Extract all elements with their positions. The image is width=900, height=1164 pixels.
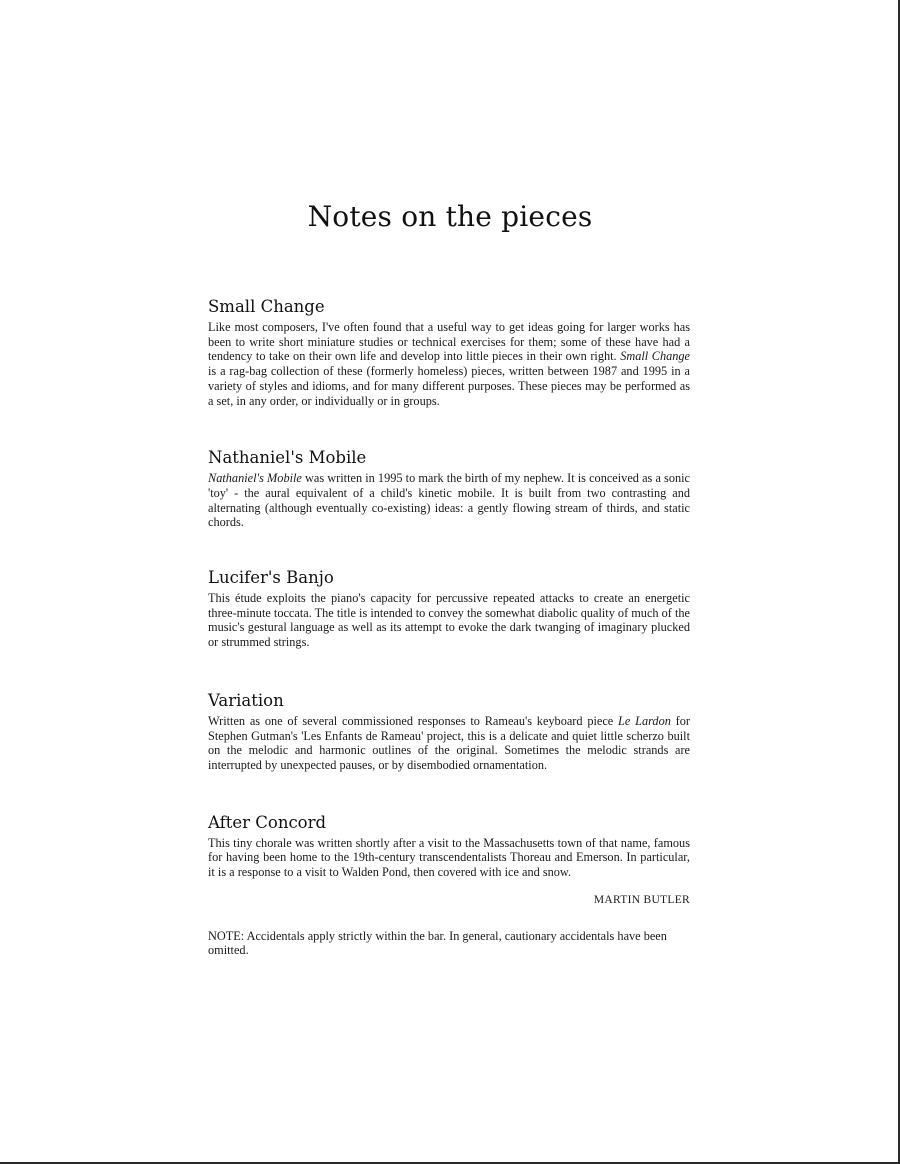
page-title: Notes on the pieces bbox=[307, 200, 593, 233]
body-text: for Stephen Gutman's 'Les Enfants de Rameau' project, this is a delicate and quiet little scherzo built on the melodic and harmonic outlines of the original. Sometimes the melodic strands are interrupted by unexpected pauses, or by disembodied ornamentation. bbox=[208, 713, 690, 772]
italic-title: Nathaniel's Mobile bbox=[208, 471, 302, 486]
italic-title: Le Lardon bbox=[618, 713, 671, 728]
body-text: was written in 1995 to mark the birth of my nephew. It is conceived as a sonic 'toy' - the aural equivalent of a child's kinetic mobile. It is built from two contrasting and alternating (although eventually co-existing) ideas: a gently flowing stream of thirds, and static chords. bbox=[208, 471, 690, 530]
section-heading: Small Change bbox=[208, 297, 325, 316]
section-body bbox=[208, 714, 690, 773]
body-text: Written as one of several commissioned responses to Rameau's keyboard piece bbox=[208, 713, 619, 728]
section-heading: Nathaniel's Mobile bbox=[208, 448, 367, 468]
section-heading: Lucifer's Banjo bbox=[208, 568, 334, 588]
body-text: This tiny chorale was written shortly after a visit to the Massachusetts town of that name, famous for having been home to the 19th-century transcendentalists Thoreau and Emerson. In particular, it is a response to a visit to Walden Pond, then covered with ice and snow. bbox=[208, 835, 690, 880]
notes-content bbox=[208, 296, 690, 958]
section-nathaniels-mobile bbox=[208, 447, 690, 530]
section-body bbox=[208, 836, 690, 880]
author-signature: MARTIN BUTLER bbox=[593, 893, 690, 906]
section-variation bbox=[208, 690, 690, 773]
section-heading: After Concord bbox=[208, 812, 327, 832]
body-text: is a rag-bag collection of these (formerly homeless) pieces, written between 1987 and 1995 in a variety of styles and idioms, and for many different purposes. These pieces may be performed as a set, in any order, or individually or in groups. bbox=[208, 364, 690, 408]
accidentals-note: NOTE: Accidentals apply strictly within the bar. In general, cautionary accidentals have been omitted. bbox=[208, 928, 667, 958]
section-body bbox=[208, 471, 690, 530]
section-heading: Variation bbox=[208, 690, 284, 710]
body-text: Like most composers, I've often found that a useful way to get ideas going for larger works has been to write short miniature studies or technical exercises for them; some of these have had a tendency to take on their own life and develop into little pieces in their own right. bbox=[208, 320, 690, 364]
italic-title: Small Change bbox=[620, 349, 690, 364]
section-small-change bbox=[208, 296, 690, 408]
section-body bbox=[208, 591, 690, 650]
section-body bbox=[208, 320, 690, 408]
section-after-concord bbox=[208, 812, 690, 880]
body-text: This étude exploits the piano's capacity for percussive repeated attacks to create an energetic three-minute toccata. The title is intended to convey the somewhat diabolic quality of much of the music's gestural language as well as its attempt to evoke the dark twanging of imaginary plucked or strummed strings. bbox=[208, 591, 690, 650]
section-lucifers-banjo bbox=[208, 567, 690, 650]
